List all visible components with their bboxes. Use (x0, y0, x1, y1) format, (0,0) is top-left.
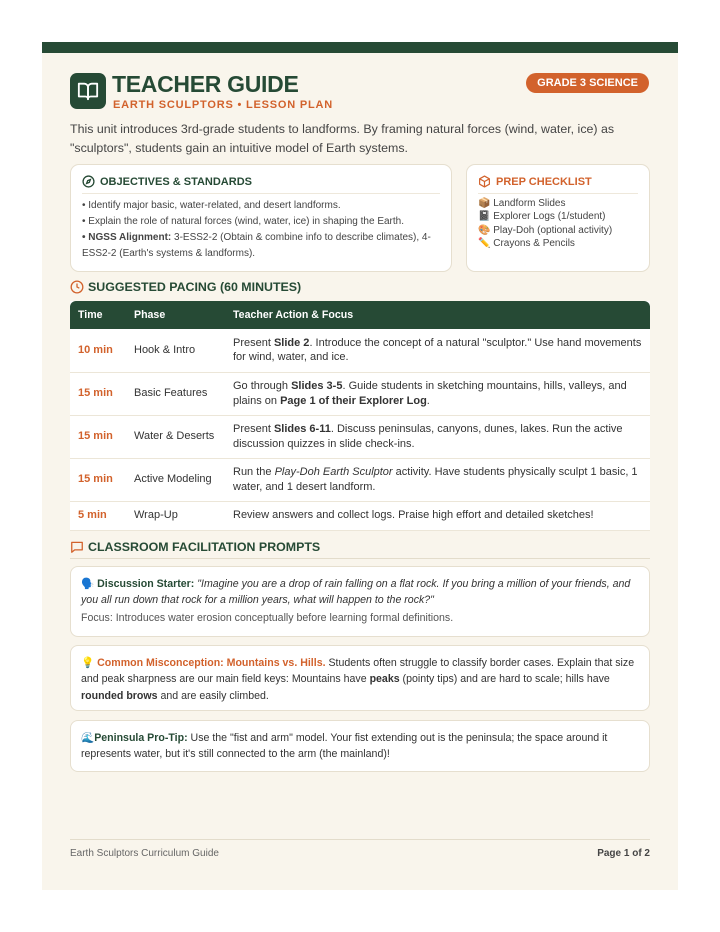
column-header: Phase (126, 301, 225, 329)
checklist-item: 📓 Explorer Logs (1/student) (478, 211, 606, 223)
page (42, 42, 678, 890)
discussion-starter-card: 🗣️ Discussion Starter: "Imagine you are a drop of rain falling on a flat rock. If you bring a million of your friends, and you all run down that rock for a million years, what will happen to the rock?" Focus: Introduces water erosion conceptually before learning formal definitions. (70, 566, 650, 637)
objectives-heading: OBJECTIVES & STANDARDS (82, 175, 440, 194)
focus-note: Focus: Introduces water erosion conceptually before learning formal definitions. (81, 611, 454, 624)
chat-bubble-icon (70, 540, 84, 554)
misconception-card: 💡 Common Misconception: Mountains vs. Hills. Students often struggle to classify border cases. Explain that size and peak sharpness are our main field keys: Mountains have peaks (pointy tips) and are hard to scale; hills have rounded brows and are easily climbed. (70, 645, 650, 711)
footer-title: Earth Sculptors Curriculum Guide (70, 848, 219, 859)
grade-badge: GRADE 3 SCIENCE (526, 73, 649, 93)
column-header: Teacher Action & Focus (225, 301, 650, 329)
page-number: Page 1 of 2 (597, 848, 650, 859)
checklist-item: ✏️ Crayons & Pencils (478, 237, 575, 249)
page-subtitle: EARTH SCULPTORS • LESSON PLAN (113, 99, 333, 111)
footer-divider (70, 839, 650, 840)
pro-tip-card: 🌊Peninsula Pro-Tip: Use the "fist and arm" model. Your fist extending out is the peninsula; the space around it represents water, but it's still connected to the arm (the mainland)! (70, 720, 650, 772)
top-bar (42, 42, 678, 53)
page-title: TEACHER GUIDE (112, 71, 299, 97)
table-row: 15 min Active Modeling Run the Play-Doh Earth Sculptor activity. Have students physically sculpt 1 basic, 1 water, and 1 desert landform. (70, 458, 650, 501)
box-icon (478, 175, 491, 188)
objectives-card (70, 164, 452, 272)
table-row: 15 min Water & Deserts Present Slides 6-11. Discuss peninsulas, canyons, dunes, lakes. Run the active discussion quizzes in slide check-ins. (70, 415, 650, 458)
column-header: Time (70, 301, 126, 329)
pacing-table (70, 301, 650, 531)
pacing-heading: SUGGESTED PACING (60 MINUTES) (70, 280, 301, 294)
prep-heading: PREP CHECKLIST (478, 175, 638, 194)
target-icon (82, 175, 95, 188)
table-row: 5 min Wrap-Up Review answers and collect logs. Praise high effort and detailed sketches! (70, 501, 650, 530)
table-row: 10 min Hook & Intro Present Slide 2. Introduce the concept of a natural "sculptor." Use hand movements for wind, water, and ice. (70, 329, 650, 372)
objective-item: • Identify major basic, water-related, and desert landforms. (82, 200, 341, 211)
intro-paragraph: This unit introduces 3rd-grade students to landforms. By framing natural forces (wind, water, ice) as "sculptors", students gain an intuitive model of Earth systems. (70, 122, 615, 155)
section-divider (70, 558, 650, 559)
clock-icon (70, 280, 84, 294)
prep-checklist-card (466, 164, 650, 272)
ngss-alignment: • NGSS Alignment: 3-ESS2-2 (Obtain & combine info to describe climates), 4-ESS2-2 (Earth's systems & landforms). (82, 232, 431, 259)
table-row: 15 min Basic Features Go through Slides 3-5. Guide students in sketching mountains, hills, valleys, and plains on Page 1 of their Explorer Log. (70, 372, 650, 415)
open-book-icon (70, 73, 106, 109)
facilitation-heading: CLASSROOM FACILITATION PROMPTS (70, 540, 320, 554)
checklist-item: 🎨 Play-Doh (optional activity) (478, 224, 613, 236)
checklist-item: 📦 Landform Slides (478, 198, 566, 209)
objective-item: • Explain the role of natural forces (wind, water, ice) in shaping the Earth. (82, 216, 405, 227)
